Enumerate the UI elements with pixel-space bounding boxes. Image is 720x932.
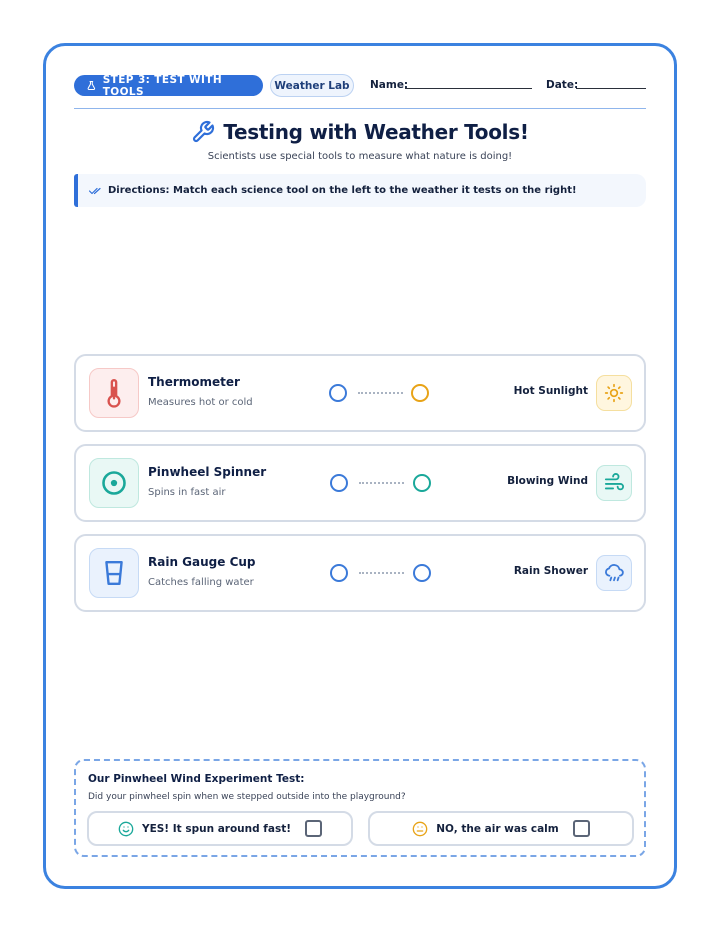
double-check-icon <box>89 186 102 196</box>
match-row-pinwheel <box>74 444 646 522</box>
tool-description: Spins in fast air <box>148 487 226 498</box>
tool-description: Catches falling water <box>148 577 254 588</box>
lab-badge: Weather Lab <box>270 74 354 97</box>
date-label: Date: <box>546 79 579 91</box>
thermometer-icon <box>89 368 139 418</box>
tool-description: Measures hot or cold <box>148 397 253 408</box>
directions-text: Directions: Match each science tool on the left to the weather it tests on the right! <box>108 185 577 196</box>
match-row-rain-gauge <box>74 534 646 612</box>
experiment-box <box>74 759 646 857</box>
tool-name: Thermometer <box>148 375 240 389</box>
worksheet-header <box>74 74 646 98</box>
rain-gauge-icon <box>89 548 139 598</box>
no-label: NO, the air was calm <box>436 822 559 835</box>
weather-match-dot[interactable] <box>413 564 431 582</box>
title-row <box>0 120 720 144</box>
tool-match-dot[interactable] <box>329 384 347 402</box>
weather-name: Hot Sunlight <box>513 385 588 397</box>
match-dotted-line <box>359 572 404 574</box>
page-subtitle: Scientists use special tools to measure what nature is doing! <box>207 151 513 162</box>
name-label: Name: <box>370 79 409 91</box>
wrench-icon <box>191 120 215 144</box>
match-row-thermometer <box>74 354 646 432</box>
experiment-title: Our Pinwheel Wind Experiment Test: <box>88 773 305 785</box>
no-choice[interactable] <box>368 811 634 846</box>
weather-match-dot[interactable] <box>413 474 431 492</box>
neutral-face-icon <box>412 821 428 837</box>
match-dotted-line <box>358 392 403 394</box>
tool-match-dot[interactable] <box>330 564 348 582</box>
weather-match-dot[interactable] <box>411 384 429 402</box>
wind-icon <box>596 465 632 501</box>
yes-choice[interactable] <box>87 811 353 846</box>
sun-icon <box>596 375 632 411</box>
tool-match-dot[interactable] <box>330 474 348 492</box>
step-badge <box>74 75 263 96</box>
weather-name: Rain Shower <box>513 565 588 577</box>
yes-label: YES! It spun around fast! <box>141 822 292 835</box>
pinwheel-icon <box>89 458 139 508</box>
step-label: STEP 3: TEST WITH TOOLS <box>102 73 223 98</box>
header-divider <box>74 108 646 109</box>
smile-icon <box>118 821 134 837</box>
experiment-question: Did your pinwheel spin when we stepped outside into the playground? <box>88 792 406 802</box>
tool-name: Rain Gauge Cup <box>148 555 256 569</box>
match-dotted-line <box>359 482 404 484</box>
no-checkbox[interactable] <box>573 820 590 837</box>
rain-cloud-icon <box>596 555 632 591</box>
date-line[interactable] <box>576 88 646 89</box>
yes-checkbox[interactable] <box>305 820 322 837</box>
weather-name: Blowing Wind <box>507 475 588 487</box>
name-line[interactable] <box>405 88 532 89</box>
tool-name: Pinwheel Spinner <box>148 465 267 479</box>
flask-icon <box>86 80 97 91</box>
directions-banner <box>74 174 646 207</box>
page-title: Testing with Weather Tools! <box>223 120 529 144</box>
